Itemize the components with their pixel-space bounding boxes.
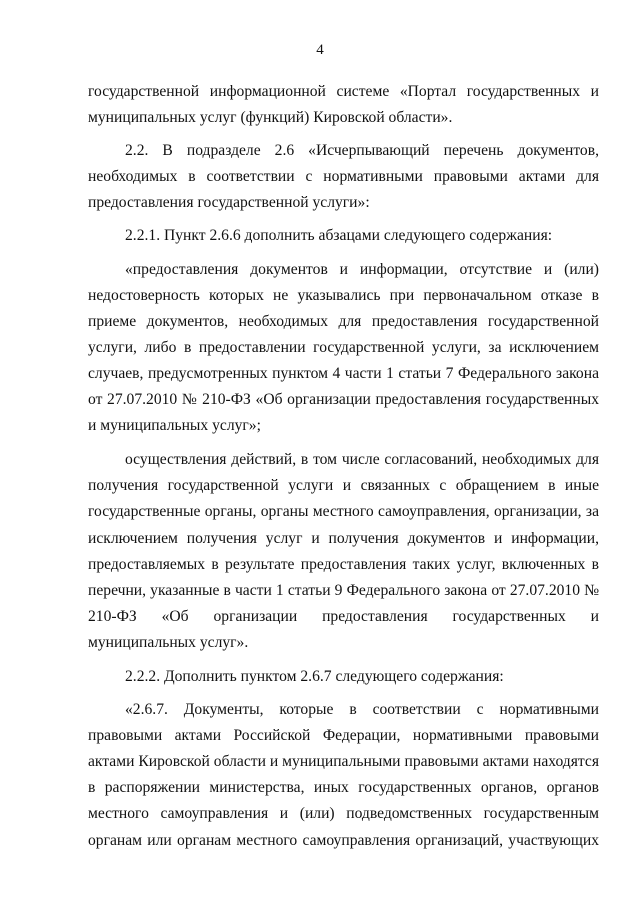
paragraph-2-2: 2.2. В подразделе 2.6 «Исчерпывающий перечень документов, необходимых в соответствии с нормативными правовыми актами для предоставления государственной услуги»: [88,142,599,212]
paragraph-2-2-1: 2.2.1. Пункт 2.6.6 дополнить абзацами следующего содержания: [125,227,553,245]
paragraph-actions: осуществления действий, в том числе согласований, необходимых для получения государственной услуги и связанных с обращением в иные государственные органы, органы местного самоуправления, организации, за исключением получения услуг и получения документов и информации, предоставляемых в результате предоставления таких услуг, включенных в перечни, указанные в части 1 статьи 9 Федерального закона от 27.07.2010 № 210-ФЗ «Об организации предоставления государственных и муниципальных услуг». [88,451,599,651]
paragraph-2-6-7: «2.6.7. Документы, которые в соответствии с нормативными правовыми актами Российской Федерации, нормативными правовыми актами Кировской области и муниципальными правовыми актами находятся в распоряжении министерства, иных государственных органов, органов местного самоуправления и (или) подведомственных государственным органам или органам местного самоуправления организаций, участвующих [88,701,599,849]
paragraph-portal-continuation: государственной информационной системе «Портал государственных и муниципальных услуг (функций) Кировской области». [88,83,599,127]
page-number: 4 [316,42,324,58]
paragraph-2-2-2: 2.2.2. Дополнить пунктом 2.6.7 следующего содержания: [125,667,504,685]
document-body [88,79,599,854]
paragraph-quote-documents: «предоставления документов и информации, отсутствие и (или) недостоверность которых не указывались при первоначальном отказе в приеме документов, необходимых для предоставления государственной услуги, либо в предоставлении государственной услуги, за исключением случаев, предусмотренных пунктом 4 части 1 статьи 7 Федерального закона от 27.07.2010 № 210-ФЗ «Об организации предоставления государственных и муниципальных услуг»; [88,260,599,435]
